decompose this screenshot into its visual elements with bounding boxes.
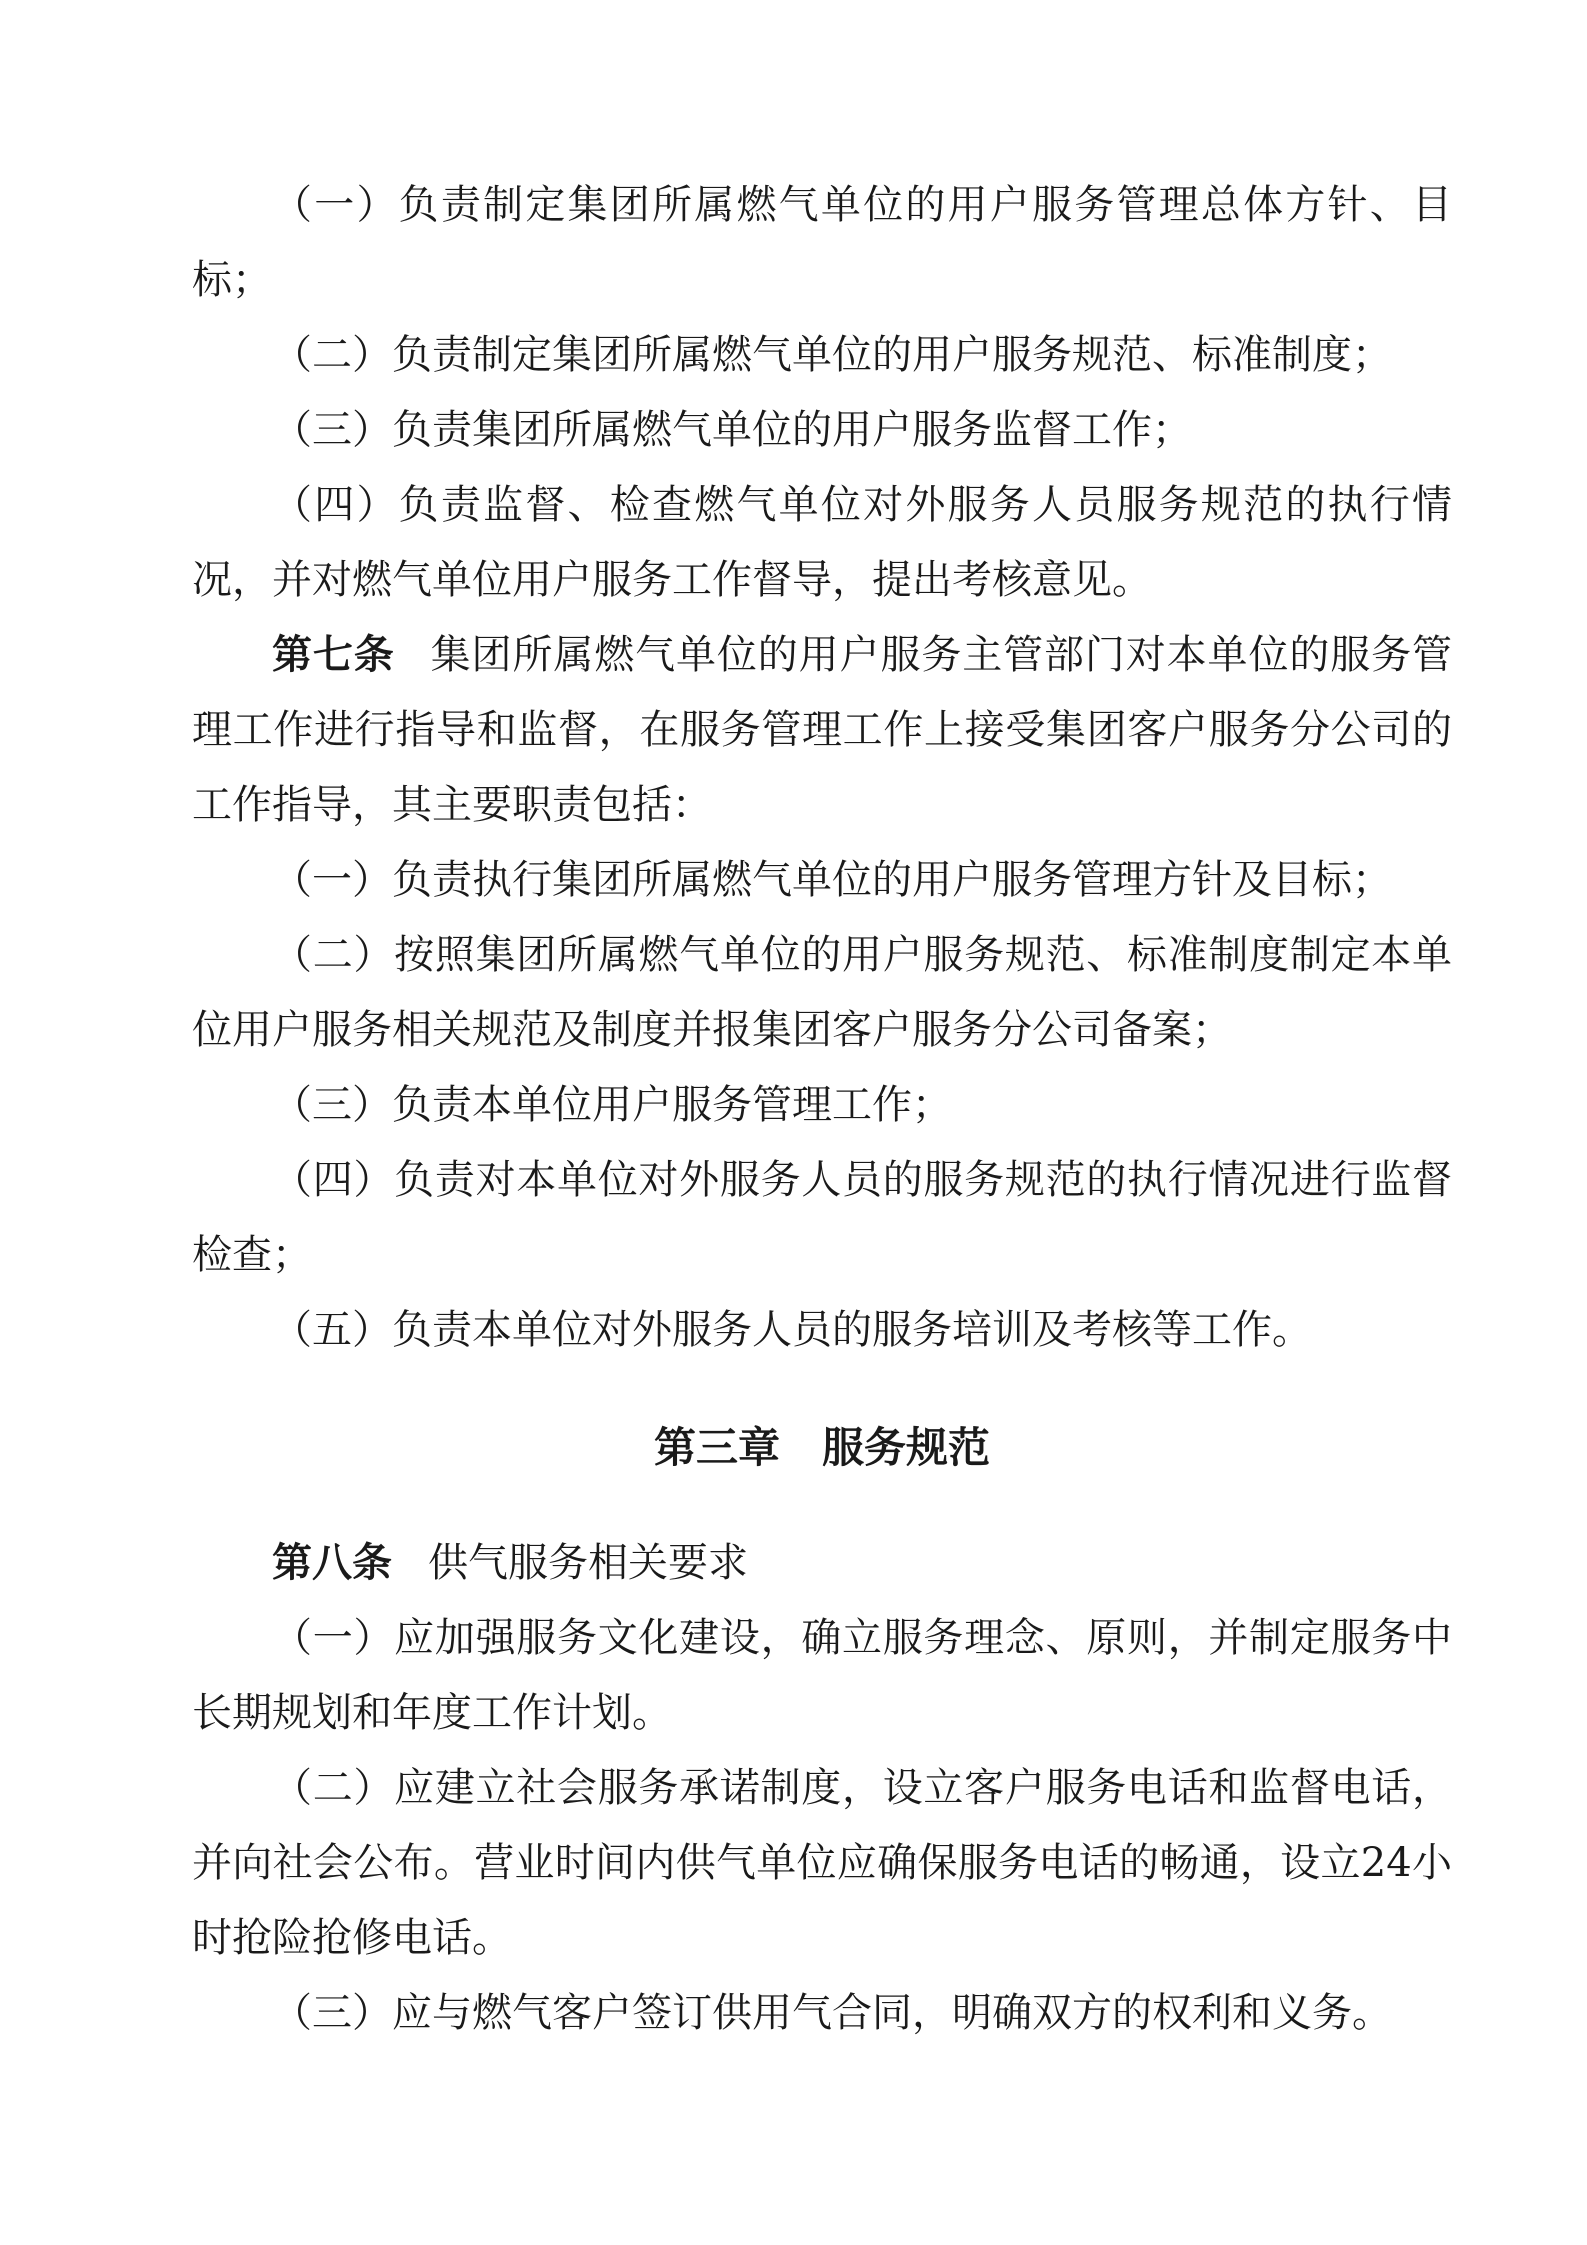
- article-7-item-3: （三）负责本单位用户服务管理工作；: [272, 1082, 952, 1128]
- chapter-title: 服务规范: [822, 1423, 991, 1472]
- duty-item-1: （一）负责制定集团所属燃气单位的用户服务管理总体方针、目标；: [192, 182, 1452, 303]
- article-8-item-2: （二）应建立社会服务承诺制度，设立客户服务电话和监督电话，并向社会公布。营业时间内供气单位应确保服务电话的畅通，设立24小时抢险抢修电话。: [192, 1765, 1452, 1961]
- article-8-text: 供气服务相关要求: [428, 1540, 748, 1586]
- chapter-number: 第三章: [653, 1423, 780, 1472]
- article-7: [192, 618, 1452, 843]
- article-7-item-1: （一）负责执行集团所属燃气单位的用户服务管理方针及目标；: [272, 857, 1392, 903]
- duty-item-4: （四）负责监督、检查燃气单位对外服务人员服务规范的执行情况，并对燃气单位用户服务工作督导，提出考核意见。: [192, 482, 1452, 603]
- article-7-heading: 第七条: [272, 632, 395, 678]
- article-7-item-4: （四）负责对本单位对外服务人员的服务规范的执行情况进行监督检查；: [192, 1157, 1452, 1278]
- article-8-item-3: （三）应与燃气客户签订供用气合同，明确双方的权利和义务。: [272, 1990, 1392, 2036]
- article-7-item-2: （二）按照集团所属燃气单位的用户服务规范、标准制度制定本单位用户服务相关规范及制度并报集团客户服务分公司备案；: [192, 932, 1452, 1053]
- article-8-heading: 第八条: [272, 1540, 392, 1586]
- article-7-item-5: （五）负责本单位对外服务人员的服务培训及考核等工作。: [272, 1307, 1312, 1353]
- chapter-heading: [192, 1408, 1452, 1488]
- duty-item-2: （二）负责制定集团所属燃气单位的用户服务规范、标准制度；: [272, 332, 1392, 378]
- article-7-text: 集团所属燃气单位的用户服务主管部门对本单位的服务管理工作进行指导和监督，在服务管理工作上接受集团客户服务分公司的工作指导，其主要职责包括：: [192, 632, 1453, 828]
- document-page: [192, 168, 1452, 2051]
- article-8: [192, 1526, 1452, 1601]
- duty-item-3: （三）负责集团所属燃气单位的用户服务监督工作；: [272, 407, 1192, 453]
- article-8-item-1: （一）应加强服务文化建设，确立服务理念、原则，并制定服务中长期规划和年度工作计划。: [192, 1615, 1452, 1736]
